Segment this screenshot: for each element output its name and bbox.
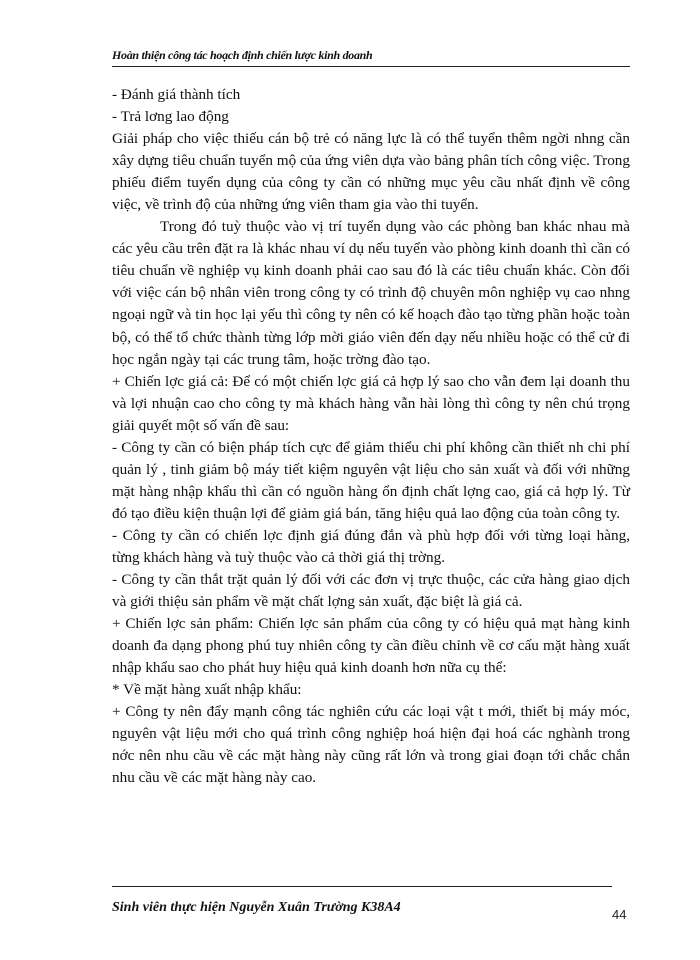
paragraph: Trong đó tuỳ thuộc vào vị trí tuyển dụng vào các phòng ban khác nhau mà các yêu cầu trên đặt ra là khác nhau ví dụ nếu tuyển vào phòng kinh doanh thì cần có tiêu chuẩn về nghiệp vụ kinh doanh phải cao sau đó là các tiêu chuẩn khác. Còn đối với việc cán bộ nhân viên trong công ty có trình độ chuyên môn nghiệp vụ cao nhng ngoại ngữ và tin học lại yếu thì công ty nên có kế hoạch đào tạo từng phần hoặc toàn bộ, có thể tổ chức thành từng lớp mời giáo viên đến dạy nếu nhiều hoặc có thể cử đi học ngắn ngày tại các trung tâm, hoặc trờng đào tạo.	[112, 218, 630, 368]
paragraph: - Công ty cần thắt trặt quản lý đối với các đơn vị trực thuộc, các cửa hàng giao dịch và giới thiệu sản phẩm về mặt chất lợng sản xuất, đặc biệt là giá cả.	[112, 571, 630, 611]
paragraph: + Công ty nên đẩy mạnh công tác nghiên cứu các loại vật t mới, thiết bị máy móc, nguyên vật liệu mới cho quá trình công nghiệp hoá hiện đại hoá các nghành trong nớc nên nhu cầu về các mặt hàng này cũng rất lớn và trong giai đoạn tới chắc chắn nhu cầu về các mặt hàng này cao.	[112, 703, 630, 787]
paragraph: * Về mặt hàng xuất nhập khẩu:	[112, 681, 302, 699]
paragraph: + Chiến lợc giá cả: Để có một chiến lợc giá cả hợp lý sao cho vẫn đem lại doanh thu và lợi nhuận cao cho công ty mà khách hàng vẫn hài lòng thì công ty nên chú trọng giải quyết một số vấn đề sau:	[112, 372, 630, 434]
paragraph: + Chiến lợc sản phẩm: Chiến lợc sản phẩm của công ty có hiệu quả mạt hàng kinh doanh đa dạng phong phú tuy nhiên công ty cần điều chỉnh về cơ cấu mặt hàng xuất nhập khẩu sao cho phát huy hiệu quả kinh doanh hơn nữa cụ thể:	[112, 615, 630, 677]
paragraph: Giải pháp cho việc thiếu cán bộ trẻ có năng lực là có thể tuyển thêm ngời nhng cần xây dựng tiêu chuẩn tuyển mộ của ứng viên dựa vào bảng phân tích công việc. Trong phiếu điểm tuyển dụng của công ty cần có những mục yêu cầu nhất định về công việc, về trình độ của những ứng viên tham gia vào thi tuyển.	[112, 130, 630, 214]
header-title: Hoàn thiện công tác hoạch định chiến lược kinh doanh	[112, 48, 373, 62]
footer-divider	[112, 886, 612, 887]
paragraph: - Công ty cần có biện pháp tích cực để giảm thiểu chi phí không cần thiết nh chi phí quản lý , tinh giảm bộ máy tiết kiệm nguyên vật liệu cho sản xuất và đối với những mặt hàng nhập khẩu thì cần có nguồn hàng ổn định chất lợng cao, giá cả hợp lý. Từ đó tạo điều kiện thuận lợi để giảm giá bán, tăng hiệu quả lao động của toàn công ty.	[112, 438, 630, 522]
page-header	[112, 46, 630, 67]
paragraph: - Công ty cần có chiến lợc định giá đúng đắn và phù hợp đối với từng loại hàng, từng khách hàng và tuỳ thuộc vào cả thời giá thị trờng.	[112, 526, 630, 566]
document-body	[112, 84, 630, 790]
paragraph: - Trả lơng lao động	[112, 108, 229, 126]
paragraph: - Đánh giá thành tích	[112, 86, 241, 103]
page-number: 44	[612, 907, 627, 922]
footer-author: Sinh viên thực hiện Nguyễn Xuân Trường K38A4	[112, 900, 401, 915]
